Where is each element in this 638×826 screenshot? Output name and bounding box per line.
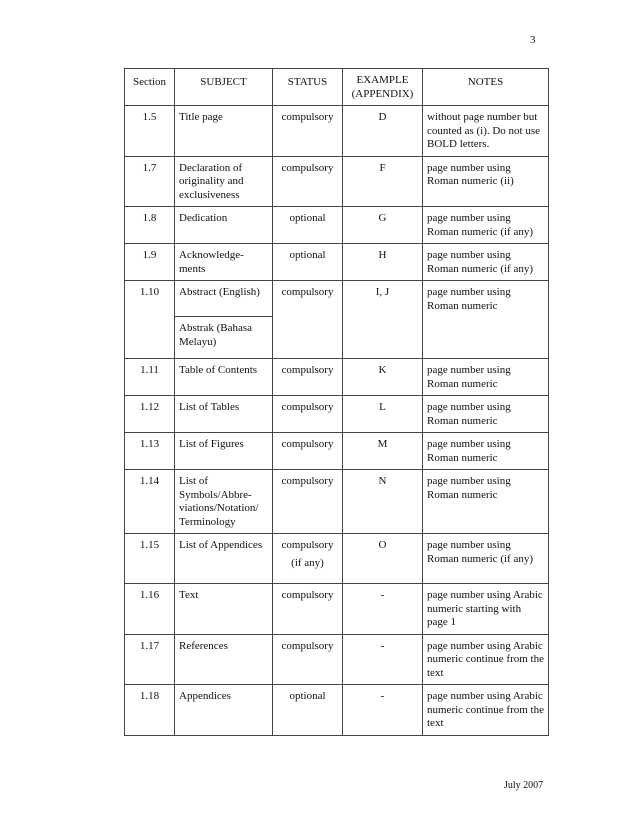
table-row bbox=[125, 156, 549, 207]
notes-cell: without page number but counted as (i). Do not use BOLD letters. bbox=[423, 106, 549, 157]
subject-cell: Acknowledge-ments bbox=[175, 244, 273, 281]
header-example: EXAMPLE (APPENDIX) bbox=[343, 69, 423, 106]
example-cell: K bbox=[343, 359, 423, 396]
section-cell: 1.7 bbox=[125, 156, 175, 207]
status-note: (if any) bbox=[291, 556, 324, 569]
notes-cell: page number using Roman numeric (if any) bbox=[423, 534, 549, 584]
status-cell: optional bbox=[273, 685, 343, 736]
example-cell: L bbox=[343, 396, 423, 433]
notes-cell: page number using Roman numeric bbox=[423, 433, 549, 470]
notes-cell: page number using Roman numeric bbox=[423, 470, 549, 534]
example-cell: H bbox=[343, 244, 423, 281]
notes-cell: page number using Arabic numeric continue from the text bbox=[423, 634, 549, 685]
table-row bbox=[125, 433, 549, 470]
header-subject: SUBJECT bbox=[175, 69, 273, 106]
example-cell: - bbox=[343, 634, 423, 685]
status-cell: optional bbox=[273, 244, 343, 281]
status-cell: compulsory bbox=[273, 281, 343, 359]
notes-cell: page number using Arabic numeric continue from the text bbox=[423, 685, 549, 736]
status-cell: compulsory bbox=[273, 106, 343, 157]
table-row bbox=[125, 685, 549, 736]
notes-cell: page number using Roman numeric (if any) bbox=[423, 207, 549, 244]
example-cell: D bbox=[343, 106, 423, 157]
header-notes: NOTES bbox=[423, 69, 549, 106]
notes-cell: page number using Roman numeric (if any) bbox=[423, 244, 549, 281]
subject-cell: Declaration of originality and exclusiveness bbox=[175, 156, 273, 207]
example-cell: - bbox=[343, 584, 423, 635]
footer-date: July 2007 bbox=[504, 780, 544, 791]
example-cell: M bbox=[343, 433, 423, 470]
status-cell: compulsory bbox=[273, 584, 343, 635]
section-cell: 1.5 bbox=[125, 106, 175, 157]
section-cell: 1.14 bbox=[125, 470, 175, 534]
example-cell: I, J bbox=[343, 281, 423, 359]
page-number: 3 bbox=[530, 34, 536, 46]
subject-cell: Appendices bbox=[175, 685, 273, 736]
subject-cell: References bbox=[175, 634, 273, 685]
example-cell: G bbox=[343, 207, 423, 244]
table-row bbox=[125, 106, 549, 157]
section-cell: 1.15 bbox=[125, 534, 175, 584]
status-cell: compulsory bbox=[273, 359, 343, 396]
table-row bbox=[125, 359, 549, 396]
notes-cell: page number using Roman numeric bbox=[423, 359, 549, 396]
header-section: Section bbox=[125, 69, 175, 106]
section-cell: 1.12 bbox=[125, 396, 175, 433]
subject-cell: List of Figures bbox=[175, 433, 273, 470]
notes-cell: page number using Roman numeric (ii) bbox=[423, 156, 549, 207]
table-row bbox=[125, 244, 549, 281]
status-cell: compulsory (if any) bbox=[273, 534, 343, 584]
section-cell: 1.13 bbox=[125, 433, 175, 470]
notes-cell: page number using Roman numeric bbox=[423, 396, 549, 433]
status-cell: compulsory bbox=[273, 156, 343, 207]
subject-cell: List of Tables bbox=[175, 396, 273, 433]
status-cell: optional bbox=[273, 207, 343, 244]
status-cell: compulsory bbox=[273, 470, 343, 534]
example-cell: F bbox=[343, 156, 423, 207]
table-row bbox=[125, 281, 549, 359]
section-cell: 1.16 bbox=[125, 584, 175, 635]
table-row bbox=[125, 584, 549, 635]
subject-cell: Title page bbox=[175, 106, 273, 157]
example-cell: O bbox=[343, 534, 423, 584]
subject-cell: Table of Contents bbox=[175, 359, 273, 396]
subject-cell: Abstract (English) Abstrak (Bahasa Melayu) bbox=[175, 281, 273, 359]
status-cell: compulsory bbox=[273, 433, 343, 470]
notes-cell: page number using Arabic numeric starting with page 1 bbox=[423, 584, 549, 635]
notes-cell: page number using Roman numeric bbox=[423, 281, 549, 359]
subject-cell: List of Appendices bbox=[175, 534, 273, 584]
header-status: STATUS bbox=[273, 69, 343, 106]
subject-cell: List of Symbols/Abbre-viations/Notation/ Terminology bbox=[175, 470, 273, 534]
section-cell: 1.8 bbox=[125, 207, 175, 244]
section-cell: 1.18 bbox=[125, 685, 175, 736]
example-cell: - bbox=[343, 685, 423, 736]
section-cell: 1.17 bbox=[125, 634, 175, 685]
table-row bbox=[125, 207, 549, 244]
section-cell: 1.9 bbox=[125, 244, 175, 281]
table-row bbox=[125, 470, 549, 534]
subject-cell: Text bbox=[175, 584, 273, 635]
section-cell: 1.10 bbox=[125, 281, 175, 359]
subject-cell: Dedication bbox=[175, 207, 273, 244]
table-row bbox=[125, 396, 549, 433]
document-table bbox=[124, 68, 549, 736]
section-cell: 1.11 bbox=[125, 359, 175, 396]
status-cell: compulsory bbox=[273, 634, 343, 685]
table-row bbox=[125, 634, 549, 685]
example-cell: N bbox=[343, 470, 423, 534]
table-header-row bbox=[125, 69, 549, 106]
status-cell: compulsory bbox=[273, 396, 343, 433]
table-row bbox=[125, 534, 549, 584]
